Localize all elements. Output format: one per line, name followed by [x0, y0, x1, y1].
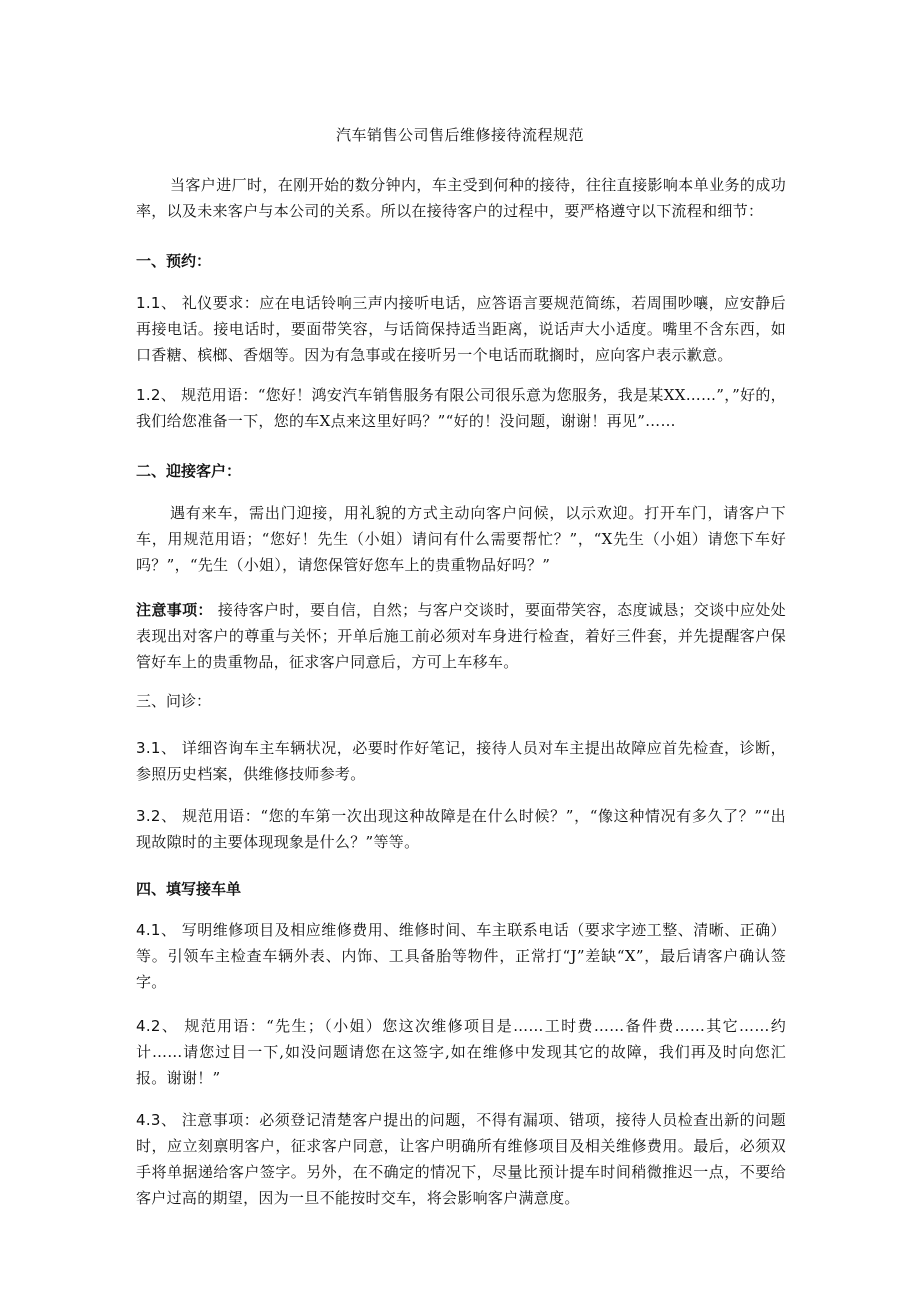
paragraph-4-2: [136, 1013, 786, 1091]
paragraph-1-2: [136, 382, 786, 434]
paragraph-4-3: [136, 1107, 786, 1211]
intro-paragraph: 当客户进厂时，在刚开始的数分钟内，车主受到何种的接待，往往直接影响本单业务的成功率，以及未来客户与本公司的关系。所以在接待客户的过程中，要严格遵守以下流程和细节：: [136, 176, 786, 220]
item-number: 4.1、: [136, 921, 177, 939]
section-heading-appointment: 一、预约：: [136, 252, 212, 270]
paragraph-3-2: [136, 803, 786, 855]
item-number: 3.1、: [136, 739, 177, 757]
item-text: 详细咨询车主车辆状况，必要时作好笔记，接待人员对车主提出故障应首先检查，诊断，参照历史档案，供维修技师参考。: [136, 739, 786, 783]
item-text: 注意事项：必须登记清楚客户提出的问题，不得有漏项、错项，接待人员检查出新的问题时，应立刻禀明客户，征求客户同意，让客户明确所有维修项目及相关维修费用。最后，必须双手将单据递给客户签字。另外，在不确定的情况下，尽量比预计提车时间稍微推迟一点，不要给客户过高的期望，因为一旦不能按时交车，将会影响客户满意度。: [136, 1111, 786, 1207]
paragraph-2-note: [136, 597, 786, 675]
section-heading-consultation: 三、问诊：: [136, 692, 212, 710]
note-label: 注意事项：: [136, 601, 213, 619]
paragraph-3-1: [136, 735, 786, 787]
section-heading-order-form: 四、填写接车单: [136, 880, 242, 898]
item-text: 规范用语：“先生；（小姐）您这次维修项目是……工时费……备件费……其它……约计……请您过目一下,如没问题请您在这签字,如在维修中发现其它的故障，我们再及时向您汇报。谢谢！”: [136, 1017, 786, 1087]
item-text: 规范用语：“您的车第一次出现这种故障是在什么时候？”，“像这种情况有多久了？”“出现故隙时的主要体现现象是什么？”等等。: [136, 807, 786, 851]
item-number: 4.2、: [136, 1017, 179, 1035]
item-number: 1.1、: [136, 294, 177, 312]
document-title: 汽车销售公司售后维修接待流程规范: [335, 126, 584, 144]
item-number: 1.2、: [136, 386, 177, 404]
paragraph-1-1: [136, 290, 786, 368]
item-number: 3.2、: [136, 807, 177, 825]
paragraph-2-1: 遇有来车，需出门迎接，用礼貌的方式主动向客户问候，以示欢迎。打开车门，请客户下车，用规范用语；“您好！先生（小姐）请问有什么需要帮忙？”，“X先生（小姐）请您下车好吗？”，“先生（小姐），请您保管好您车上的贵重物品好吗？”: [136, 504, 786, 574]
item-number: 4.3、: [136, 1111, 177, 1129]
item-text: 规范用语：“您好！鸿安汽车销售服务有限公司很乐意为您服务，我是某XX……”，”好的，我们给您准备一下，您的车X点来这里好吗？”“好的！没问题，谢谢！再见”……: [136, 386, 786, 430]
note-text: 接待客户时，要自信，自然；与客户交谈时，要面带笑容，态度诚恳；交谈中应处处表现出对客户的尊重与关怀；开单后施工前必须对车身进行检查，着好三件套，并先提醒客户保管好车上的贵重物品，征求客户同意后，方可上车移车。: [136, 601, 786, 671]
item-text: 礼仪要求：应在电话铃响三声内接听电话，应答语言要规范简练，若周围吵嚷，应安静后再接电话。接电话时，要面带笑容，与话筒保持适当距离，说话声大小适度。嘴里不含东西，如口香糖、槟榔、香烟等。因为有急事或在接听另一个电话而耽搁时，应向客户表示歉意。: [136, 294, 786, 364]
paragraph-4-1: [136, 917, 786, 995]
section-heading-reception: 二、迎接客户：: [136, 462, 242, 480]
item-text: 写明维修项目及相应维修费用、维修时间、车主联系电话（要求字迹工整、清晰、正确）等。引领车主检查车辆外表、内饰、工具备胎等物件，正常打“J”差缺“X”，最后请客户确认签字。: [136, 921, 786, 991]
